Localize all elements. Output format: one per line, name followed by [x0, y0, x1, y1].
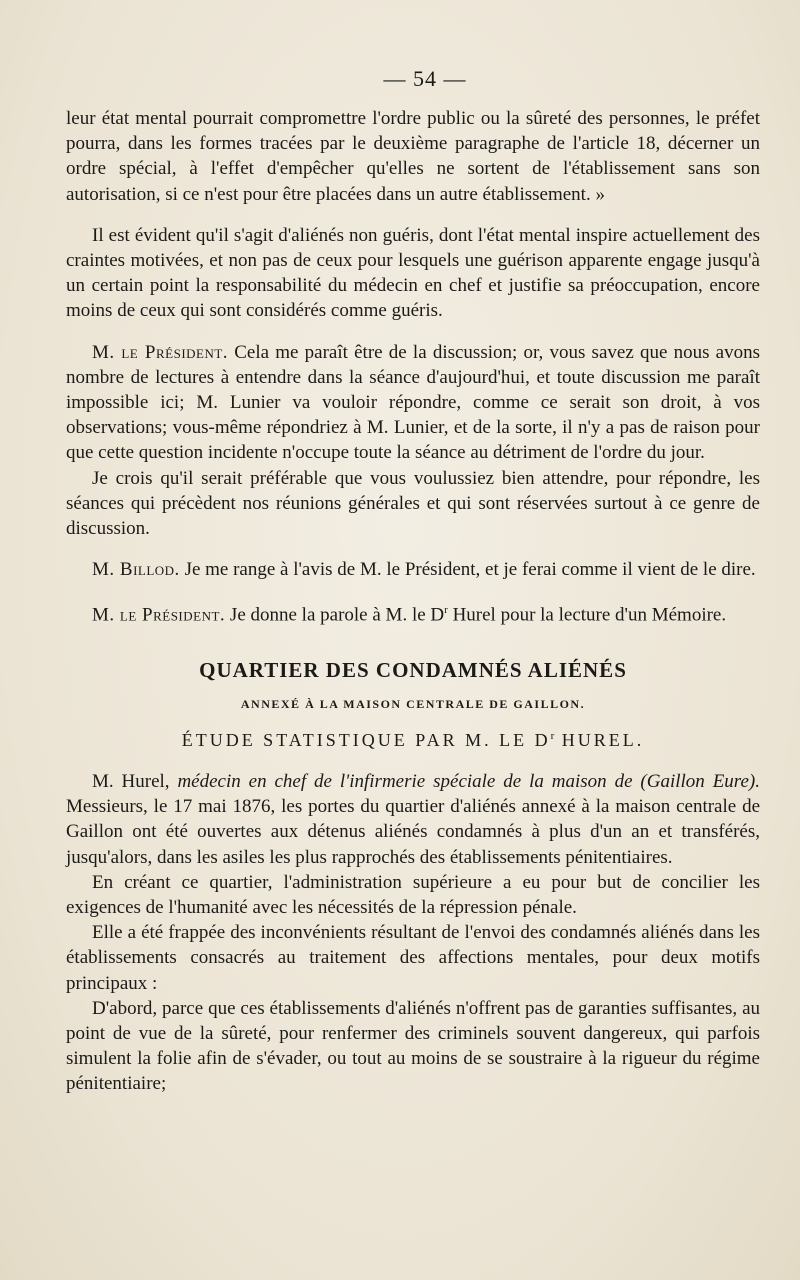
speaker-hurel-role: médecin en chef de l'infirmerie spéciale de la maison de (Gaillon Eure).: [169, 770, 761, 792]
speaker-president: M. le Président.: [92, 341, 229, 363]
section-byline: [66, 730, 760, 751]
paragraph-3-text: Cela me paraît être de la discussion; or, vous savez que nous avons nombre de lectures à entendre dans la séance d'aujourd'hui, et toute discussion me paraît impossible ici; M. Lunier va vouloir répondre, comme ce serait son droit, à vos observations; vous-même répondriez à M. Lunier, et de la sorte, il n'y a pas de raison pour que cette question incidente n'occupe toute la séance au détriment de l'ordre du jour.: [66, 341, 760, 464]
paragraph-6-sup: r: [444, 604, 448, 617]
paragraph-3: [66, 340, 760, 466]
paragraph-4: Je crois qu'il serait préférable que vous voulussiez bien attendre, pour répondre, les séances qui précèdent nos réunions générales et qui sont réservées surtout à ce genre de discussion.: [66, 467, 760, 540]
paragraph-6: [66, 598, 760, 628]
paragraph-5-text: Je me range à l'avis de M. le Président, et je ferai comme il vient de le dire.: [179, 559, 756, 581]
byline-sup: r: [550, 729, 555, 742]
section-title: QUARTIER DES CONDAMNÉS ALIÉNÉS: [199, 657, 627, 682]
paragraph-6-text-a: Je donne la parole à M. le D: [225, 604, 445, 626]
speaker-hurel: M. Hurel,: [92, 770, 170, 792]
paragraph-6-text-b: Hurel pour la lecture d'un Mémoire.: [447, 604, 727, 626]
section-subtitle: ANNEXÉ À LA MAISON CENTRALE DE GAILLON.: [240, 696, 586, 711]
byline-a: ÉTUDE STATISTIQUE PAR M. LE D: [181, 729, 551, 750]
paragraph-7-text: Messieurs, le 17 mai 1876, les portes du quartier d'aliénés annexé à la maison centrale de Gaillon ont été ouvertes aux détenus aliénés condamnés à plus d'un an et transférés, jusqu'alors, dans les asiles les plus rapprochés des établissements pénitentiaires.: [66, 796, 760, 868]
paragraph-1: leur état mental pourrait compromettre l'ordre public ou la sûreté des personnes, le préfet pourra, dans les formes tracées par le deuxième paragraphe de l'article 18, décerner un ordre spécial, à l'effet d'empêcher qu'elles ne sortent de l'établissement sans son autorisation, si ce n'est pour être placées dans un autre établissement. »: [66, 108, 760, 205]
paragraph-8: En créant ce quartier, l'administration supérieure a eu pour but de concilier les exigences de l'humanité avec les nécessités de la répression pénale.: [66, 871, 760, 918]
paragraph-9: Elle a été frappée des inconvénients résultant de l'envoi des condamnés aliénés dans les établissements consacrés au traitement des affections mentales, pour deux motifs principaux :: [66, 922, 760, 994]
byline-b: HUREL.: [554, 729, 645, 750]
paragraph-7: [66, 769, 760, 870]
paragraph-2: Il est évident qu'il s'agit d'aliénés non guéris, dont l'état mental inspire actuellement des craintes motivées, et non pas de ceux pour lesquels une guérison apparente engage jusqu'à un certain point la responsabilité du médecin en chef et justifie sa préoccupation, encore moins de ceux qui sont considérés comme guéris.: [66, 224, 760, 322]
paragraph-5: [66, 557, 760, 582]
speaker-president-2: M. le Président.: [92, 604, 226, 626]
page-number: — 54 —: [383, 66, 467, 91]
speaker-billod: M. Billod.: [92, 559, 180, 581]
paragraph-10: D'abord, parce que ces établissements d'aliénés n'offrent pas de garanties suffisantes, au point de vue de la sûreté, pour renfermer des criminels souvent dangereux, qui parfois simulent la folie afin de s'évader, ou tout au moins de se soustraire à la rigueur du régime pénitentiaire;: [66, 997, 760, 1095]
